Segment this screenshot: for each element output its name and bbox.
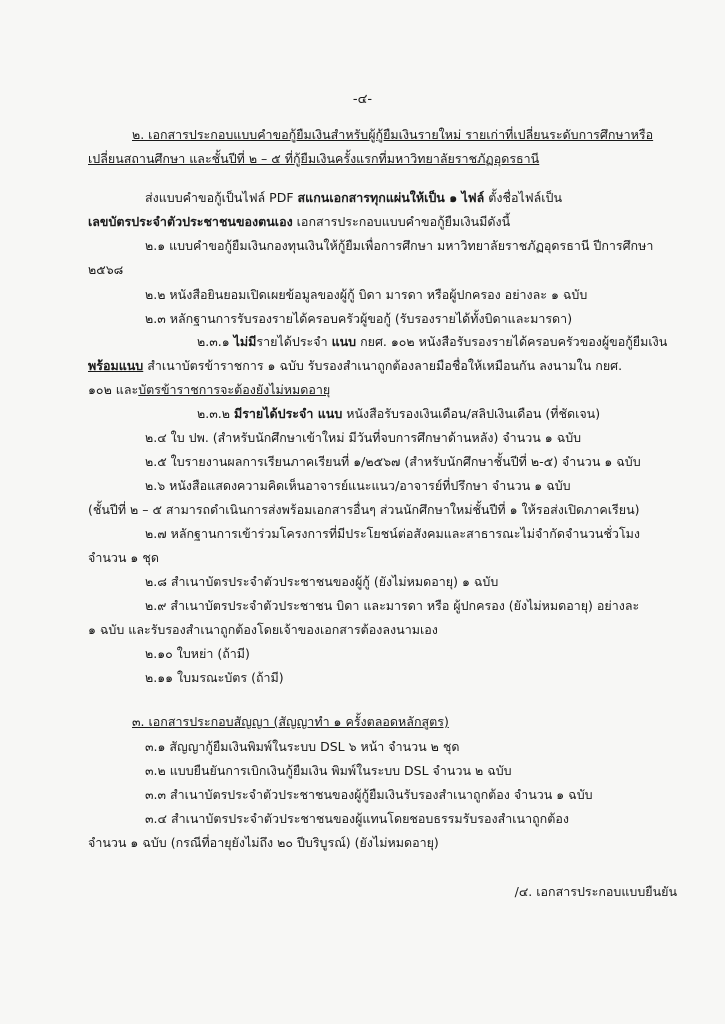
item-emphasis: แนบ (331, 334, 357, 349)
intro-text: เอกสารประกอบแบบคำขอกู้ยืมเงินมีดังนี้ (292, 214, 511, 229)
item-2-7: ๒.๗ หลักฐานการเข้าร่วมโครงการที่มีประโยชน์ต่อสังคมและสาธารณะไม่จำกัดจำนวนชั่วโมง (145, 526, 641, 541)
item-text: รายได้ประจำ (256, 334, 332, 349)
item-2-3-1 (197, 334, 667, 350)
item-2-9: ๒.๙ สำเนาบัตรประจำตัวประชาชน บิดา และมารดา หรือ ผู้ปกครอง (ยังไม่หมดอายุ) อย่างละ (145, 598, 640, 613)
item-underlined: บัตรข้าราชการจะต้องยังไม่หมดอายุ (138, 382, 331, 397)
section3-heading: ๓. เอกสารประกอบสัญญา (สัญญาทำ ๑ ครั้งตลอดหลักสูตร) (132, 714, 449, 729)
item-2-3-1-line2 (88, 358, 622, 374)
item-emphasis: พร้อมแนบ (88, 358, 144, 373)
intro-emphasis: สแกนเอกสารทุกแผ่นให้เป็น ๑ ไฟล์ (297, 190, 485, 205)
item-2-7-line2: จำนวน ๑ ชุด (88, 550, 159, 565)
item-2-11: ๒.๑๑ ใบมรณะบัตร (ถ้ามี) (145, 670, 284, 685)
item-2-4: ๒.๔ ใบ ปพ. (สำหรับนักศึกษาเข้าใหม่ มีวันที่จบการศึกษาด้านหลัง) จำนวน ๑ ฉบับ (145, 430, 582, 445)
item-2-3-1-line3 (88, 382, 330, 398)
item-2-8: ๒.๘ สำเนาบัตรประจำตัวประชาชนของผู้กู้ (ยังไม่หมดอายุ) ๑ ฉบับ (145, 574, 499, 589)
item-3-3: ๓.๓ สำเนาบัตรประจำตัวประชาชนของผู้กู้ยืมเงินรับรองสำเนาถูกต้อง จำนวน ๑ ฉบับ (145, 787, 593, 802)
item-emphasis: ไม่มี (233, 334, 257, 349)
item-2-3: ๒.๓ หลักฐานการรับรองรายได้ครอบครัวผู้ขอกู้ (รับรองรายได้ทั้งบิดาและมารดา) (145, 311, 573, 326)
item-3-4-line2: จำนวน ๑ ฉบับ (กรณีที่อายุยังไม่ถึง ๒๐ ปีบริบูรณ์) (ยังไม่หมดอายุ) (88, 835, 439, 850)
item-text: ๒.๓.๑ (197, 334, 234, 349)
page-number: -๔- (352, 92, 373, 107)
intro-text: ตั้งชื่อไฟล์เป็น (484, 190, 563, 205)
item-2-2: ๒.๒ หนังสือยินยอมเปิดเผยข้อมูลของผู้กู้ บิดา มารดา หรือผู้ปกครอง อย่างละ ๑ ฉบับ (145, 287, 588, 302)
item-3-2: ๓.๒ แบบยืนยันการเบิกเงินกู้ยืมเงิน พิมพ์ในระบบ DSL จำนวน ๒ ฉบับ (145, 763, 512, 778)
item-2-5: ๒.๕ ใบรายงานผลการเรียนภาคเรียนที่ ๑/๒๕๖๗ (สำหรับนักศึกษาชั้นปีที่ ๒-๕) จำนวน ๑ ฉบับ (145, 454, 641, 469)
item-text: ๑๐๒ และ (88, 382, 139, 397)
item-text: หนังสือรับรองเงินเดือน/สลิปเงินเดือน (ที่ชัดเจน) (342, 406, 601, 421)
item-3-4: ๓.๔ สำเนาบัตรประจำตัวประชาชนของผู้แทนโดยชอบธรรมรับรองสำเนาถูกต้อง (145, 811, 569, 826)
item-2-9-line2: ๑ ฉบับ และรับรองสำเนาถูกต้องโดยเจ้าของเอกสารต้องลงนามเอง (88, 622, 438, 637)
item-text: กยศ. ๑๐๒ หนังสือรับรองรายได้ครอบครัวของผู้ขอกู้ยืมเงิน (356, 334, 668, 349)
item-2-6-line2: (ชั้นปีที่ ๒ – ๕ สามารถดำเนินการส่งพร้อมเอกสารอื่นๆ ส่วนนักศึกษาใหม่ชั้นปีที่ ๑ ให้รอส่งเปิดภาคเรียน) (88, 502, 640, 517)
intro-line2 (88, 214, 510, 230)
item-text: ๒.๓.๒ (197, 406, 234, 421)
intro-text: ส่งแบบคำขอกู้เป็นไฟล์ PDF (145, 190, 298, 205)
continuation-note: /๔. เอกสารประกอบแบบยืนยัน (514, 884, 677, 899)
item-2-1-year: ๒๕๖๘ (88, 262, 124, 277)
intro-emphasis: เลขบัตรประจำตัวประชาชนของตนเอง (88, 214, 293, 229)
section2-heading-line2: เปลี่ยนสถานศึกษา และชั้นปีที่ ๒ – ๕ ที่กู้ยืมเงินครั้งแรกที่มหาวิทยาลัยราชภัฏอุดรธานี (88, 151, 540, 166)
item-2-3-2 (197, 406, 600, 422)
item-2-1: ๒.๑ แบบคำขอกู้ยืมเงินกองทุนเงินให้กู้ยืมเพื่อการศึกษา มหาวิทยาลัยราชภัฏอุดรธานี ปีการศึกษา (145, 238, 654, 253)
item-2-6: ๒.๖ หนังสือแสดงความคิดเห็นอาจารย์แนะแนว/อาจารย์ที่ปรึกษา จำนวน ๑ ฉบับ (145, 478, 571, 493)
item-emphasis: มีรายได้ประจำ แนบ (233, 406, 343, 421)
item-text: สำเนาบัตรข้าราชการ ๑ ฉบับ รับรองสำเนาถูกต้องลายมือชื่อให้เหมือนกัน ลงนามใน กยศ. (143, 358, 623, 373)
item-2-10: ๒.๑๐ ใบหย่า (ถ้ามี) (145, 646, 250, 661)
intro-line1 (145, 190, 562, 206)
section2-heading-line1: ๒. เอกสารประกอบแบบคำขอกู้ยืมเงินสำหรับผู้กู้ยืมเงินรายใหม่ รายเก่าที่เปลี่ยนระดับการศึกษาหรือ (132, 127, 654, 142)
item-3-1: ๓.๑ สัญญากู้ยืมเงินพิมพ์ในระบบ DSL ๖ หน้า จำนวน ๒ ชุด (145, 739, 460, 754)
